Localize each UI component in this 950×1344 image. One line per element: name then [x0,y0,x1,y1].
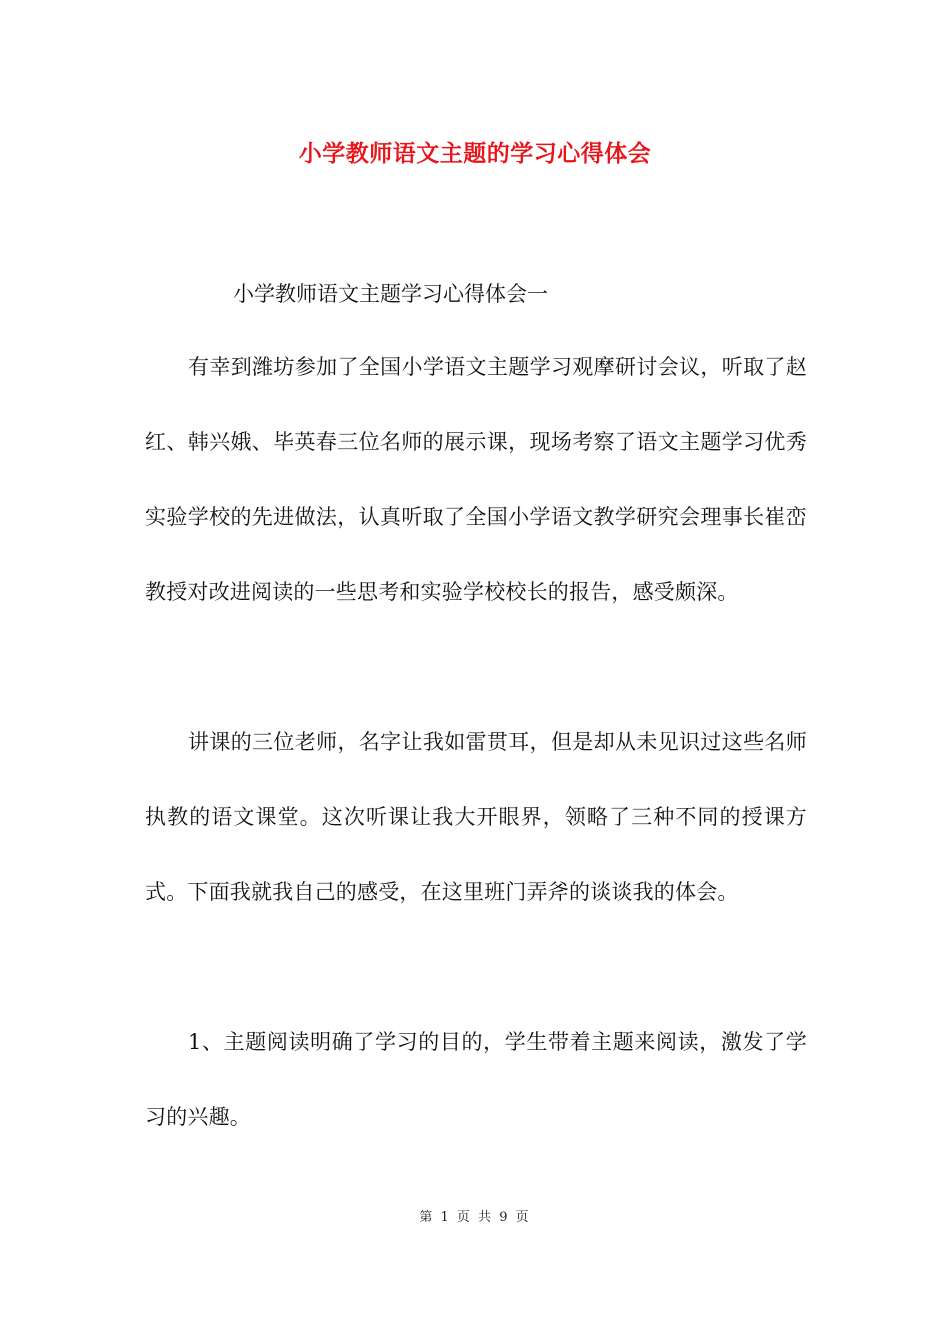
section-subheading: 小学教师语文主题学习心得体会一 [233,282,548,306]
paragraph-2-block [145,705,807,930]
page-number-footer: 第 1 页 共 9 页 [419,1210,531,1225]
paragraph: 讲课的三位老师，名字让我如雷贯耳，但是却从未见识过这些名师执教的语文课堂。这次听课让我大开眼界，领略了三种不同的授课方式。下面我就我自己的感受，在这里班门弄斧的谈谈我的体会。 [145,730,807,904]
paragraph: 有幸到潍坊参加了全国小学语文主题学习观摩研讨会议，听取了赵红、韩兴娥、毕英春三位名师的展示课，现场考察了语文主题学习优秀实验学校的先进做法，认真听取了全国小学语文教学研究会理事长崔峦教授对改进阅读的一些思考和实验学校校长的报告，感受颇深。 [145,355,807,604]
paragraph-3-block [145,1005,807,1155]
paragraph: 1、主题阅读明确了学习的目的，学生带着主题来阅读，激发了学习的兴趣。 [145,1030,807,1129]
paragraph-1-block [145,330,807,630]
document-title: 小学教师语文主题的学习心得体会 [298,140,652,167]
